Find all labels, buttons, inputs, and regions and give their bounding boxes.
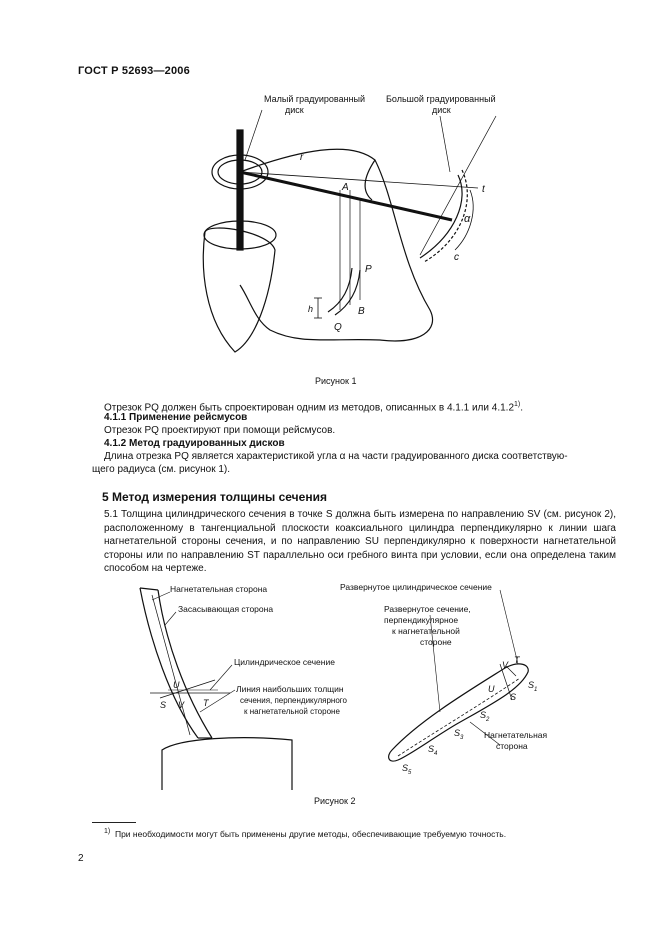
vertical-shaft bbox=[237, 130, 243, 250]
left-label-U: U bbox=[173, 680, 180, 690]
left-blade-base bbox=[162, 738, 292, 790]
large-disk-label-2: диск bbox=[432, 105, 451, 115]
label-unrolled-section: Развернутое цилиндрическое сечение bbox=[340, 582, 492, 592]
label-unrolled-perp-2: перпендикулярное bbox=[384, 615, 459, 625]
section-5-paragraph: 5.1 Толщина цилиндрического сечения в точке S должна быть измерена по направлению SV (см. рисунок 2), расположенному в тангенциальной плоскости коаксиального цилиндра перпендикулярно к линии шага нагнетательной стороны сечения, и по направлению SU перпендикулярно к поверхности нагнетательной стороны или по направлению ST параллельно оси гребного винта при условии, если она определена таким способом на чертеже. bbox=[104, 509, 616, 575]
paragraph-pq-projection: Отрезок PQ должен быть спроектирован одним из методов, описанных в 4.1.1 или 4.1.2$^{1)}$. bbox=[104, 401, 524, 414]
section-5-title: 5 Метод измерения толщины сечения bbox=[102, 490, 327, 504]
footnote: $^{1)}$ При необходимости могут быть применены другие методы, обеспечивающие требуемую точность. bbox=[104, 828, 507, 839]
label-unrolled-perp-4: стороне bbox=[420, 637, 452, 647]
left-label-V: V bbox=[178, 700, 185, 710]
large-disk-label-1: Большой градуированный bbox=[386, 94, 496, 104]
document-header: ГОСТ Р 52693—2006 bbox=[78, 65, 190, 77]
label-suction-side: Засасывающая сторона bbox=[178, 604, 274, 614]
label-S2: $S_2$ bbox=[480, 710, 490, 723]
label-S3: $S_3$ bbox=[454, 728, 464, 741]
heading-4-1-2: 4.1.2 Метод градуированных дисков bbox=[104, 438, 285, 449]
footnote-separator bbox=[92, 822, 136, 823]
label-S4: $S_4$ bbox=[428, 744, 438, 757]
label-alpha: α bbox=[464, 213, 471, 225]
label-max-thickness-2: сечения, перпендикулярного bbox=[240, 696, 347, 705]
left-label-S: S bbox=[160, 700, 167, 710]
label-pressure-side-left: Нагнетательная сторона bbox=[170, 584, 268, 594]
label-B: B bbox=[358, 306, 365, 317]
label-A: A bbox=[342, 182, 349, 193]
paragraph-pq-length-1: Длина отрезка PQ является характеристикой угла α на части градуированного диска соответствую- bbox=[104, 451, 568, 462]
label-cylindrical-section: Цилиндрическое сечение bbox=[234, 657, 335, 667]
label-S1: $S_1$ bbox=[528, 680, 538, 693]
label-pressure-side-right-2: сторона bbox=[496, 741, 528, 751]
right-label-S: S bbox=[510, 692, 517, 702]
small-disk-label-1: Малый градуированный bbox=[264, 94, 366, 104]
label-r: r bbox=[300, 152, 304, 163]
label-max-thickness-3: к нагнетательной стороне bbox=[244, 707, 340, 716]
small-disk-label-2: диск bbox=[285, 105, 304, 115]
paragraph-pq-length-2: щего радиуса (см. рисунок 1). bbox=[92, 464, 231, 475]
label-S5: $S_5$ bbox=[402, 763, 412, 776]
label-unrolled-perp-1: Развернутое сечение, bbox=[384, 604, 471, 614]
left-label-T: T bbox=[203, 698, 209, 708]
label-max-thickness-1: Линия наибольших толщин bbox=[236, 684, 344, 694]
right-label-U: U bbox=[488, 684, 495, 694]
label-P: P bbox=[365, 264, 372, 275]
right-label-V: V bbox=[502, 660, 509, 670]
figure-2-diagram bbox=[0, 570, 661, 810]
figure-1-diagram bbox=[0, 0, 661, 390]
figure-1-caption: Рисунок 1 bbox=[315, 376, 357, 386]
paragraph-scribers: Отрезок PQ проектируют при помощи рейсмусов. bbox=[104, 425, 336, 436]
label-unrolled-perp-3: к нагнетательной bbox=[392, 626, 460, 636]
heading-4-1-1: 4.1.1 Применение рейсмусов bbox=[104, 412, 248, 423]
figure-2-caption: Рисунок 2 bbox=[314, 796, 356, 806]
label-Q: Q bbox=[334, 322, 342, 333]
label-h: h bbox=[308, 304, 314, 314]
label-pressure-side-right-1: Нагнетательная bbox=[484, 730, 548, 740]
right-label-T: T bbox=[514, 655, 520, 665]
page-number: 2 bbox=[78, 853, 84, 864]
label-c: c bbox=[454, 252, 459, 263]
label-t: t bbox=[482, 184, 485, 195]
